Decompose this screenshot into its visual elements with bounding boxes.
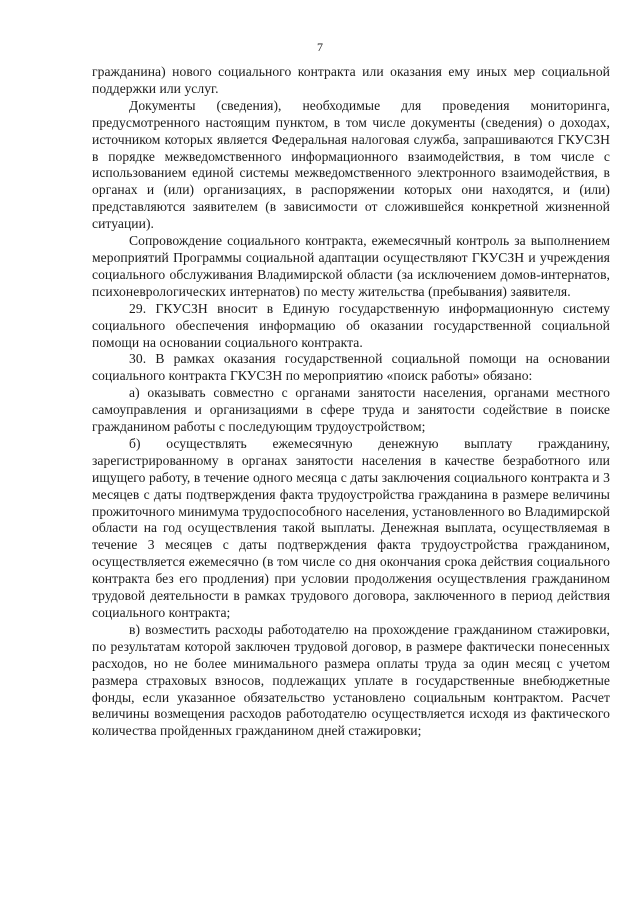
paragraph-item-30: 30. В рамках оказания государственной социальной помощи на основании социального контракта ГКУСЗН по мероприятию «поиск работы» обязано:: [92, 351, 610, 384]
paragraph-subitem-b: б) осуществлять ежемесячную денежную выплату гражданину, зарегистрированному в органах занятости населения в качестве безработного или ищущего работу, в течение одного месяца с даты заключения социального контракта и 3 месяцев с даты подтверждения факта трудоустройства гражданина в размере величины прожиточного минимума трудоспособного населения, установленного во Владимирской области на год осуществления такой выплаты. Денежная выплата, осуществляемая в течение 3 месяцев с даты подтверждения факта трудоустройства гражданином, осуществляется ежемесячно (в том числе со дня окончания срока действия социального контракта без его продления) при условии продолжения осуществления гражданином трудовой деятельности в рамках трудового договора, заключенного в период действия социального контракта;: [92, 435, 610, 620]
page-number: 7: [317, 40, 323, 54]
paragraph-contract-support: Сопровождение социального контракта, ежемесячный контроль за выполнением мероприятий Программы социальной адаптации осуществляют ГКУСЗН и учреждения социального обслуживания Владимирской области (за исключением домов-интернатов, психоневрологических интернатов) по месту жительства (пребывания) заявителя.: [92, 233, 610, 299]
paragraph-documents-monitoring: Документы (сведения), необходимые для проведения мониторинга, предусмотренного настоящим пунктом, в том числе документы (сведения) о доходах, источником которых является Федеральная налоговая служба, запрашиваются ГКУСЗН в порядке межведомственного информационного взаимодействия, в том числе с использованием единой системы межведомственного электронного взаимодействия, в органах и (или) организациях, в распоряжении которых они находятся, и (или) представляются заявителем (в зависимости от сложившейся конкретной жизненной ситуации).: [92, 97, 610, 232]
paragraph-continuation: гражданина) нового социального контракта или оказания ему иных мер социальной поддержки или услуг.: [92, 64, 610, 96]
paragraph-subitem-v: в) возместить расходы работодателю на прохождение гражданином стажировки, по результатам которой заключен трудовой договор, в размере фактически понесенных расходов, но не более минимального размера оплаты труда за один месяц с учетом размера страховых взносов, подлежащих уплате в государственные внебюджетные фонды, если указанное обязательство установлено социальным контрактом. Расчет величины возмещения расходов работодателю осуществляется исходя из фактического количества пройденных гражданином дней стажировки;: [92, 621, 610, 739]
paragraph-subitem-a: а) оказывать совместно с органами занятости населения, органами местного самоуправления и организациями в сфере труда и занятости содействие в поиске гражданином работы с последующим трудоустройством;: [92, 385, 610, 435]
paragraph-item-29: 29. ГКУСЗН вносит в Единую государственную информационную систему социального обеспечения информацию об оказании государственной социальной помощи на основании социального контракта.: [92, 300, 610, 350]
document-body: [92, 64, 610, 740]
